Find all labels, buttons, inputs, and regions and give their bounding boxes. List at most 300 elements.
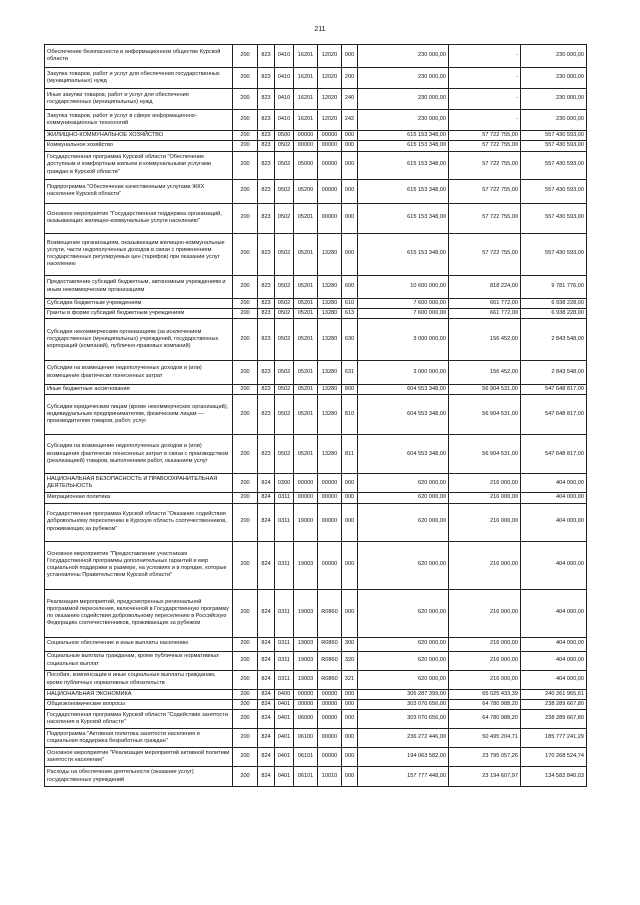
- row-name: Закупка товаров, работ и услуг для обеспечения государственных (муниципальных) нужд: [45, 68, 233, 89]
- row-grbs: 823: [258, 141, 275, 151]
- row-change: 56 904 531,00: [449, 395, 521, 435]
- row-program: 05201: [294, 395, 318, 435]
- row-vr: 200: [233, 767, 258, 787]
- row-name: Государственная программа Курской области "Обеспечение доступным и комфортным жильем и коммунальными услугами граждан в Курской области": [45, 151, 233, 179]
- row-expense-type: 000: [342, 45, 358, 68]
- row-change: 56 904 531,00: [449, 385, 521, 395]
- row-name: Расходы на обеспечение деятельности (оказание услуг) государственных учреждений: [45, 767, 233, 787]
- row-expense-type: 000: [342, 493, 358, 503]
- table-row: [45, 729, 587, 748]
- row-change: -: [449, 68, 521, 89]
- row-change: 216 000,00: [449, 637, 521, 651]
- row-change: -: [449, 89, 521, 110]
- row-rz: 0502: [275, 275, 294, 298]
- row-program: 19003: [294, 589, 318, 637]
- row-rz: 0401: [275, 748, 294, 767]
- row-name: Основное мероприятие "Государственная поддержка организаций, оказывающих жилищно-коммунальные услуги населению": [45, 203, 233, 233]
- row-expense-type: 321: [342, 670, 358, 689]
- row-change: 216 000,00: [449, 503, 521, 541]
- row-expense-type: 000: [342, 503, 358, 541]
- row-change: -: [449, 45, 521, 68]
- row-total: 2 843 548,00: [521, 319, 587, 361]
- row-total: 2 843 548,00: [521, 361, 587, 385]
- row-direction: 00000: [318, 729, 342, 748]
- table-row: [45, 637, 587, 651]
- table-row: [45, 131, 587, 141]
- row-total: 238 289 667,80: [521, 699, 587, 709]
- row-rz: 0311: [275, 670, 294, 689]
- row-sum: 3 000 000,00: [358, 361, 449, 385]
- row-program: 16201: [294, 89, 318, 110]
- row-program: 00000: [294, 689, 318, 699]
- row-sum: 230 000,00: [358, 110, 449, 131]
- row-name: Субсидии на возмещение недополученных доходов и (или) возмещение фактически понесенных затрат: [45, 361, 233, 385]
- row-total: 404 000,00: [521, 637, 587, 651]
- row-total: 240 261 965,61: [521, 689, 587, 699]
- row-sum: 230 000,00: [358, 68, 449, 89]
- row-total: 547 648 817,00: [521, 385, 587, 395]
- row-name: Возмещение организациям, оказывающим жилищно-коммунальные услуги, части недополученных доходов в связи с применением государственных регулируемых цен (тарифов) при оказании услуг населению: [45, 233, 233, 275]
- row-vr: 200: [233, 141, 258, 151]
- row-direction: 13280: [318, 275, 342, 298]
- row-vr: 200: [233, 319, 258, 361]
- row-name: Предоставление субсидий бюджетным, автономным учреждениям и иным некоммерческим организациям: [45, 275, 233, 298]
- row-total: 547 648 817,00: [521, 395, 587, 435]
- row-name: Гранты в форме субсидий бюджетным учреждениям: [45, 308, 233, 318]
- table-row: [45, 179, 587, 203]
- row-direction: 00000: [318, 141, 342, 151]
- row-rz: 0410: [275, 110, 294, 131]
- row-rz: 0401: [275, 767, 294, 787]
- row-rz: 0500: [275, 131, 294, 141]
- row-change: 661 772,00: [449, 308, 521, 318]
- row-name: Государственная программа Курской области "Оказание содействия добровольному переселению в Курскую область соотечественников, проживающих за рубежом": [45, 503, 233, 541]
- row-expense-type: 240: [342, 89, 358, 110]
- row-program: 05201: [294, 308, 318, 318]
- row-total: 404 000,00: [521, 493, 587, 503]
- row-direction: 12020: [318, 68, 342, 89]
- row-program: 00000: [294, 131, 318, 141]
- row-program: 06101: [294, 748, 318, 767]
- row-direction: 10010: [318, 767, 342, 787]
- row-name: Миграционная политика: [45, 493, 233, 503]
- row-grbs: 823: [258, 179, 275, 203]
- row-name: Основное мероприятие "Реализация мероприятий активной политики занятости населения": [45, 748, 233, 767]
- row-direction: 13280: [318, 385, 342, 395]
- row-name: Коммунальное хозяйство: [45, 141, 233, 151]
- row-vr: 200: [233, 748, 258, 767]
- row-direction: R0860: [318, 637, 342, 651]
- row-grbs: 823: [258, 298, 275, 308]
- table-row: [45, 45, 587, 68]
- row-total: 6 938 228,00: [521, 298, 587, 308]
- table-row: [45, 89, 587, 110]
- row-sum: 303 070 656,00: [358, 699, 449, 709]
- row-vr: 200: [233, 89, 258, 110]
- row-rz: 0502: [275, 203, 294, 233]
- row-direction: 00000: [318, 203, 342, 233]
- row-vr: 200: [233, 689, 258, 699]
- row-expense-type: 613: [342, 308, 358, 318]
- row-program: 05201: [294, 203, 318, 233]
- table-row: [45, 151, 587, 179]
- row-total: 404 000,00: [521, 589, 587, 637]
- row-change: 57 722 755,00: [449, 141, 521, 151]
- row-vr: 200: [233, 298, 258, 308]
- row-direction: 00000: [318, 699, 342, 709]
- row-total: 404 000,00: [521, 503, 587, 541]
- table-row: [45, 395, 587, 435]
- row-sum: 305 287 399,00: [358, 689, 449, 699]
- row-sum: 620 000,00: [358, 651, 449, 670]
- row-change: 57 722 755,00: [449, 151, 521, 179]
- row-grbs: 823: [258, 395, 275, 435]
- row-change: 216 000,00: [449, 541, 521, 589]
- table-row: [45, 361, 587, 385]
- row-change: 23 795 057,26: [449, 748, 521, 767]
- row-total: 238 289 667,80: [521, 710, 587, 729]
- row-rz: 0502: [275, 233, 294, 275]
- row-expense-type: 000: [342, 710, 358, 729]
- row-name: Иные бюджетные ассигнования: [45, 385, 233, 395]
- row-program: 19003: [294, 637, 318, 651]
- row-vr: 200: [233, 385, 258, 395]
- row-name: Подпрограмма "Активная политика занятости населения и социальная поддержка безработных граждан": [45, 729, 233, 748]
- row-vr: 200: [233, 179, 258, 203]
- row-direction: 13280: [318, 361, 342, 385]
- row-program: 00000: [294, 699, 318, 709]
- row-grbs: 823: [258, 68, 275, 89]
- row-name: Закупка товаров, работ и услуг в сфере информационно-коммуникационных технологий: [45, 110, 233, 131]
- row-vr: 200: [233, 68, 258, 89]
- row-vr: 200: [233, 474, 258, 493]
- row-sum: 620 000,00: [358, 637, 449, 651]
- row-vr: 200: [233, 361, 258, 385]
- row-vr: 200: [233, 308, 258, 318]
- row-program: 19003: [294, 651, 318, 670]
- row-sum: 615 153 348,00: [358, 141, 449, 151]
- row-grbs: 824: [258, 748, 275, 767]
- row-rz: 0502: [275, 435, 294, 474]
- row-sum: 620 000,00: [358, 493, 449, 503]
- row-grbs: 823: [258, 203, 275, 233]
- row-program: 06000: [294, 710, 318, 729]
- row-program: 05201: [294, 275, 318, 298]
- row-change: 64 780 988,20: [449, 699, 521, 709]
- row-name: Социальное обеспечение и иные выплаты населению: [45, 637, 233, 651]
- row-grbs: 823: [258, 89, 275, 110]
- row-sum: 3 000 000,00: [358, 319, 449, 361]
- row-expense-type: 200: [342, 68, 358, 89]
- row-rz: 0311: [275, 637, 294, 651]
- row-expense-type: 000: [342, 474, 358, 493]
- row-name: Реализация мероприятий, предусмотренных региональной программой переселения, включенной в Государственную программу по оказанию содействия добровольному переселению в Российскую Федерацию соотечественников, проживающих за рубежом: [45, 589, 233, 637]
- row-vr: 200: [233, 435, 258, 474]
- row-total: 6 938 228,00: [521, 308, 587, 318]
- row-total: 230 000,00: [521, 45, 587, 68]
- row-direction: 00000: [318, 179, 342, 203]
- row-grbs: 823: [258, 361, 275, 385]
- row-vr: 200: [233, 131, 258, 141]
- row-grbs: 824: [258, 541, 275, 589]
- row-total: 230 000,00: [521, 110, 587, 131]
- row-direction: 00000: [318, 541, 342, 589]
- row-vr: 200: [233, 651, 258, 670]
- row-total: 9 781 776,00: [521, 275, 587, 298]
- table-row: [45, 308, 587, 318]
- table-row: [45, 710, 587, 729]
- row-direction: R0860: [318, 651, 342, 670]
- budget-table: [44, 44, 587, 787]
- row-grbs: 823: [258, 308, 275, 318]
- row-change: 57 722 755,00: [449, 233, 521, 275]
- row-expense-type: 610: [342, 298, 358, 308]
- row-program: 05200: [294, 179, 318, 203]
- row-change: 156 452,00: [449, 361, 521, 385]
- row-change: 65 025 433,39: [449, 689, 521, 699]
- row-change: -: [449, 110, 521, 131]
- row-sum: 615 153 348,00: [358, 179, 449, 203]
- row-expense-type: 630: [342, 319, 358, 361]
- row-expense-type: 000: [342, 141, 358, 151]
- row-grbs: 824: [258, 637, 275, 651]
- row-grbs: 823: [258, 435, 275, 474]
- row-sum: 10 600 000,00: [358, 275, 449, 298]
- row-total: 134 582 840,03: [521, 767, 587, 787]
- row-expense-type: 810: [342, 395, 358, 435]
- row-program: 16201: [294, 110, 318, 131]
- row-sum: 194 063 582,00: [358, 748, 449, 767]
- table-row: [45, 385, 587, 395]
- table-row: [45, 651, 587, 670]
- row-name: НАЦИОНАЛЬНАЯ ЭКОНОМИКА: [45, 689, 233, 699]
- row-expense-type: 000: [342, 589, 358, 637]
- row-direction: 13280: [318, 233, 342, 275]
- row-total: 557 430 593,00: [521, 233, 587, 275]
- row-vr: 200: [233, 670, 258, 689]
- row-total: 557 430 593,00: [521, 203, 587, 233]
- row-rz: 0410: [275, 45, 294, 68]
- row-direction: 13280: [318, 308, 342, 318]
- row-grbs: 824: [258, 689, 275, 699]
- row-vr: 200: [233, 275, 258, 298]
- row-expense-type: 000: [342, 699, 358, 709]
- row-name: Социальные выплаты гражданам, кроме публичных нормативных социальных выплат: [45, 651, 233, 670]
- row-total: 557 430 593,00: [521, 131, 587, 141]
- table-row: [45, 298, 587, 308]
- table-row: [45, 670, 587, 689]
- row-program: 05201: [294, 361, 318, 385]
- row-sum: 615 153 348,00: [358, 203, 449, 233]
- row-program: 05201: [294, 435, 318, 474]
- row-direction: 00000: [318, 474, 342, 493]
- row-sum: 157 777 448,00: [358, 767, 449, 787]
- row-sum: 620 000,00: [358, 541, 449, 589]
- row-vr: 200: [233, 541, 258, 589]
- row-name: Подпрограмма "Обеспечение качественными услугами ЖКХ населения Курской области": [45, 179, 233, 203]
- row-sum: 620 000,00: [358, 670, 449, 689]
- row-change: 57 722 755,00: [449, 179, 521, 203]
- row-vr: 200: [233, 729, 258, 748]
- row-expense-type: 000: [342, 541, 358, 589]
- row-program: 19000: [294, 503, 318, 541]
- row-total: 404 000,00: [521, 651, 587, 670]
- row-change: 57 722 755,00: [449, 131, 521, 141]
- row-grbs: 824: [258, 589, 275, 637]
- row-expense-type: 800: [342, 385, 358, 395]
- row-direction: 12020: [318, 110, 342, 131]
- table-row: [45, 503, 587, 541]
- row-change: 50 495 204,71: [449, 729, 521, 748]
- row-direction: 00000: [318, 689, 342, 699]
- row-grbs: 823: [258, 385, 275, 395]
- row-grbs: 823: [258, 275, 275, 298]
- row-grbs: 824: [258, 651, 275, 670]
- row-rz: 0311: [275, 493, 294, 503]
- row-rz: 0401: [275, 699, 294, 709]
- row-direction: 00000: [318, 503, 342, 541]
- row-sum: 236 272 446,00: [358, 729, 449, 748]
- row-sum: 7 600 000,00: [358, 308, 449, 318]
- row-name: Обеспечение безопасности в информационном обществе Курской области: [45, 45, 233, 68]
- row-sum: 230 000,00: [358, 89, 449, 110]
- row-program: 00000: [294, 493, 318, 503]
- row-total: 557 430 593,00: [521, 179, 587, 203]
- row-direction: 12020: [318, 45, 342, 68]
- row-sum: 303 070 656,00: [358, 710, 449, 729]
- row-name: Субсидии юридическим лицам (кроме некоммерческих организаций), индивидуальным предпринимателям, физическим лицам — производителям товаров, работ, услуг: [45, 395, 233, 435]
- row-sum: 620 000,00: [358, 474, 449, 493]
- row-sum: 615 153 348,00: [358, 233, 449, 275]
- table-row: [45, 699, 587, 709]
- row-rz: 0311: [275, 651, 294, 670]
- table-row: [45, 319, 587, 361]
- row-sum: 7 600 000,00: [358, 298, 449, 308]
- row-name: Субсидии бюджетным учреждениям: [45, 298, 233, 308]
- row-direction: 13280: [318, 298, 342, 308]
- row-total: 170 268 524,74: [521, 748, 587, 767]
- table-row: [45, 203, 587, 233]
- row-name: Субсидии на возмещение недополученных доходов и (или) возмещение фактически понесенных затрат в связи с производством (реализацией) товаров, выполнением работ, оказанием услуг: [45, 435, 233, 474]
- row-change: 818 224,00: [449, 275, 521, 298]
- row-rz: 0502: [275, 151, 294, 179]
- row-grbs: 824: [258, 474, 275, 493]
- row-rz: 0311: [275, 589, 294, 637]
- row-vr: 200: [233, 45, 258, 68]
- row-change: 216 000,00: [449, 474, 521, 493]
- row-name: Пособия, компенсации и иные социальные выплаты гражданам, кроме публичных нормативных обязательств: [45, 670, 233, 689]
- row-change: 216 000,00: [449, 670, 521, 689]
- row-program: 06100: [294, 729, 318, 748]
- row-sum: 620 000,00: [358, 589, 449, 637]
- table-row: [45, 141, 587, 151]
- table-row: [45, 435, 587, 474]
- row-grbs: 824: [258, 767, 275, 787]
- row-rz: 0311: [275, 503, 294, 541]
- row-total: 557 430 593,00: [521, 141, 587, 151]
- row-program: 05201: [294, 233, 318, 275]
- table-row: [45, 68, 587, 89]
- row-program: 16201: [294, 45, 318, 68]
- row-rz: 0401: [275, 729, 294, 748]
- row-total: 230 000,00: [521, 89, 587, 110]
- row-rz: 0502: [275, 298, 294, 308]
- row-grbs: 824: [258, 493, 275, 503]
- row-expense-type: 000: [342, 767, 358, 787]
- row-expense-type: 320: [342, 651, 358, 670]
- row-rz: 0410: [275, 89, 294, 110]
- row-program: 05201: [294, 319, 318, 361]
- row-expense-type: 811: [342, 435, 358, 474]
- row-sum: 620 000,00: [358, 503, 449, 541]
- row-grbs: 824: [258, 729, 275, 748]
- row-direction: R0860: [318, 670, 342, 689]
- row-grbs: 823: [258, 131, 275, 141]
- table-row: [45, 233, 587, 275]
- row-expense-type: 300: [342, 637, 358, 651]
- row-direction: 00000: [318, 710, 342, 729]
- row-expense-type: 000: [342, 748, 358, 767]
- row-expense-type: 000: [342, 151, 358, 179]
- table-row: [45, 110, 587, 131]
- row-total: 404 000,00: [521, 474, 587, 493]
- row-change: 57 722 755,00: [449, 203, 521, 233]
- row-grbs: 824: [258, 710, 275, 729]
- row-expense-type: 000: [342, 203, 358, 233]
- table-row: [45, 474, 587, 493]
- row-rz: 0502: [275, 141, 294, 151]
- row-expense-type: 000: [342, 131, 358, 141]
- row-grbs: 823: [258, 45, 275, 68]
- row-vr: 200: [233, 637, 258, 651]
- row-rz: 0311: [275, 541, 294, 589]
- row-expense-type: 000: [342, 729, 358, 748]
- row-sum: 615 153 348,00: [358, 131, 449, 141]
- row-total: 547 648 817,00: [521, 435, 587, 474]
- row-rz: 0300: [275, 474, 294, 493]
- row-name: Основное мероприятие "Предоставление участникам Государственной программы дополнительных гарантий и мер социальной поддержки в размере, на условиях и в порядке, которые установлены Правительством Курской области": [45, 541, 233, 589]
- page-number: 211: [314, 26, 326, 33]
- row-expense-type: 000: [342, 179, 358, 203]
- row-rz: 0502: [275, 179, 294, 203]
- row-direction: 13280: [318, 435, 342, 474]
- row-sum: 604 553 348,00: [358, 435, 449, 474]
- row-rz: 0401: [275, 710, 294, 729]
- row-grbs: 824: [258, 699, 275, 709]
- table-row: [45, 767, 587, 787]
- row-expense-type: 000: [342, 689, 358, 699]
- row-rz: 0502: [275, 361, 294, 385]
- row-sum: 615 153 348,00: [358, 151, 449, 179]
- row-name: НАЦИОНАЛЬНАЯ БЕЗОПАСНОСТЬ И ПРАВООХРАНИТЕЛЬНАЯ ДЕЯТЕЛЬНОСТЬ: [45, 474, 233, 493]
- row-direction: 00000: [318, 493, 342, 503]
- row-grbs: 824: [258, 670, 275, 689]
- row-program: 19003: [294, 670, 318, 689]
- row-rz: 0502: [275, 395, 294, 435]
- row-program: 05000: [294, 151, 318, 179]
- row-expense-type: 631: [342, 361, 358, 385]
- row-vr: 200: [233, 493, 258, 503]
- row-direction: R0860: [318, 589, 342, 637]
- row-vr: 200: [233, 710, 258, 729]
- row-grbs: 823: [258, 233, 275, 275]
- row-rz: 0502: [275, 385, 294, 395]
- row-program: 19003: [294, 541, 318, 589]
- table-row: [45, 541, 587, 589]
- row-direction: 13280: [318, 395, 342, 435]
- row-change: 56 904 531,00: [449, 435, 521, 474]
- row-grbs: 823: [258, 110, 275, 131]
